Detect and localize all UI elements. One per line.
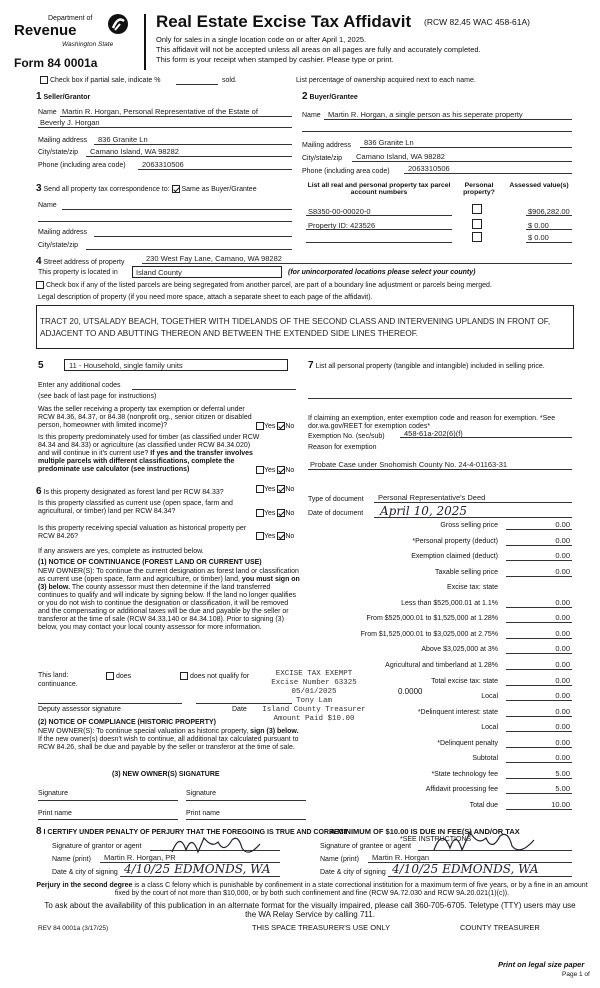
grantee-signature[interactable] xyxy=(430,826,560,858)
new-owner-sig-1[interactable] xyxy=(38,800,178,801)
s6-q3-answers: Yes No xyxy=(256,532,294,540)
seller-city-label: City/state/zip xyxy=(38,149,79,156)
calc-row-label: *Delinquent interest: state xyxy=(417,709,498,716)
buyer-heading: 2 Buyer/Grantee xyxy=(302,91,358,102)
additional-codes-label: Enter any additional codes xyxy=(38,382,121,389)
buyer-name-label: Name xyxy=(302,112,321,119)
continuance-label: continuance. xyxy=(38,681,78,688)
s6-q1-answers: Yes No xyxy=(256,485,294,493)
calc-row-label: Less than $525,000.01 at 1.1% xyxy=(401,600,498,607)
s5-q2: Is this property predominately used for timber (as classified under RCW 84.34 and 84.33) or agriculture (as classified under RCW 84.34.020) and will continue in it's current use? If yes and the transfer involves multiple parcels with different classifications, complete the predominate use calculator (see instructions) xyxy=(38,434,260,473)
s6-q3-no[interactable] xyxy=(277,532,285,540)
grantee-date-label: Date & city of signing xyxy=(320,869,386,876)
calc-row-label: Affidavit processing fee xyxy=(425,786,498,793)
grantee-date-value[interactable]: 4/10/25 EDMONDS, WA xyxy=(392,862,539,876)
buyer-mail-label: Mailing address xyxy=(302,142,352,149)
land-does-not: does not qualify for xyxy=(180,672,249,680)
calc-row-label: From $525,000.01 to $1,525,000 at 1.28% xyxy=(366,615,498,622)
calc-row-value[interactable]: 0.00 xyxy=(555,753,570,762)
calc-row-value[interactable]: 5.00 xyxy=(555,769,570,778)
calc-row-value[interactable]: 0.00 xyxy=(555,707,570,716)
calc-row-value[interactable]: 0.00 xyxy=(555,629,570,638)
land-does-checkbox[interactable] xyxy=(106,672,114,680)
s5-q1-no[interactable] xyxy=(277,422,285,430)
additional-codes-field[interactable] xyxy=(132,389,296,390)
street-value[interactable]: 230 West Fay Lane, Camano, WA 98282 xyxy=(146,254,282,263)
calc-row-value[interactable]: 0.00 xyxy=(555,613,570,622)
sig2-label: Signature xyxy=(186,790,216,797)
s6-q1-yes[interactable] xyxy=(256,485,264,493)
calc-row-value[interactable]: 0.00 xyxy=(555,536,570,545)
dept-line2: Revenue xyxy=(14,22,77,39)
calc-row-value[interactable]: 0.00 xyxy=(555,644,570,653)
grantor-date-value[interactable]: 4/10/25 EDMONDS, WA xyxy=(124,862,271,876)
new-owner-sig-2[interactable] xyxy=(186,800,306,801)
legal-description-text: TRACT 20, UTSALADY BEACH, TOGETHER WITH TIDELANDS OF THE SECOND CLASS AND INTERVENING UPLANDS IN FRONT OF, ADJACENT TO AND ABUTTING THEREON AND BETWEEN THE EXTENDED SIDE LINES THEREOF. xyxy=(40,317,551,338)
segregated-checkbox[interactable] xyxy=(36,281,44,289)
seller-heading: 1 Seller/Grantor xyxy=(36,91,91,102)
new-owner-print-1[interactable] xyxy=(38,819,178,820)
form-number: Form 84 0001a xyxy=(14,56,98,70)
s5-q1-answers: Yes No xyxy=(256,422,294,430)
partial-sale-row: Check box if partial sale, indicate % xyxy=(40,76,160,84)
unincorporated-note: (for unincorporated locations please select your county) xyxy=(288,269,476,276)
calc-row-value[interactable]: 0.00 xyxy=(555,691,570,700)
grantor-name-label: Name (print) xyxy=(52,856,91,863)
partial-percent-field[interactable] xyxy=(176,84,218,85)
deputy-date-label: Date xyxy=(232,706,247,713)
s6-q2: Is this property classified as current use (open space, farm and agricultural, or timber) land per RCW 84.34? xyxy=(38,500,233,515)
s6-q3: Is this property receiving special valuation as historical property per RCW 84.26? xyxy=(38,525,247,540)
parcel-row-3-account[interactable] xyxy=(306,242,452,243)
section7-text: 7 List all personal property (tangible and intangible) included in selling price. xyxy=(308,360,545,371)
land-does: does xyxy=(106,672,131,680)
calc-row-label: Total excise tax: state xyxy=(431,678,498,685)
calc-row-value[interactable]: 0.00 xyxy=(555,676,570,685)
dept-line1: Department of xyxy=(48,15,93,22)
see-back-note: (see back of last page for instructions) xyxy=(38,393,157,400)
parcel-row-1-value[interactable]: $906,282.00 xyxy=(528,207,570,216)
see-instructions: *SEE INSTRUCTIONS xyxy=(400,836,472,843)
parcel-row-2-personal[interactable] xyxy=(472,219,482,229)
deputy-sig-label: Deputy assessor signature xyxy=(38,706,121,713)
s5-q2-answers: Yes No xyxy=(256,466,294,474)
form-rcw: (RCW 82.45 WAC 458-61A) xyxy=(424,17,530,27)
section3-city-label: City/state/zip xyxy=(38,242,79,249)
calc-row-value[interactable]: 0.00 xyxy=(555,551,570,560)
page-number: Page 1 of xyxy=(562,971,590,978)
grantor-signature[interactable] xyxy=(168,830,288,860)
form-title: Real Estate Excise Tax Affidavit xyxy=(156,12,412,31)
calc-row-value[interactable]: 10.00 xyxy=(551,800,570,809)
calc-row-label: From $1,525,000.01 to $3,025,000 at 2.75% xyxy=(360,631,498,638)
use-code-select[interactable]: 11 - Household, single family units xyxy=(64,359,288,371)
notice1-title: (1) NOTICE OF CONTINUANCE (FOREST LAND OR CURRENT USE) xyxy=(38,559,262,566)
calc-row-label: Exemption claimed (deduct) xyxy=(411,553,498,560)
calc-row-value[interactable]: 0.00 xyxy=(555,567,570,576)
calc-row-value[interactable]: 5.00 xyxy=(555,784,570,793)
dept-line3: Washington State xyxy=(62,41,114,48)
reason-value[interactable]: Probate Case under Snohomish County No. 24-4-01163-31 xyxy=(310,460,508,469)
local-rate[interactable]: 0.0000 xyxy=(398,687,423,696)
notice2-text: NEW OWNER(S): To continue special valuation as historic property, sign (3) below. If the new owner(s) doesn't wish to continue, all additional tax calculated pursuant to RCW 84.26, shall be due and payable by the seller or transferor at the time of sale. xyxy=(38,728,299,751)
exempt-stamp: EXCISE TAX EXEMPT Excise Number 63325 05/01/2025 Tony Lam Island County Treasurer Amount Paid $10.00 xyxy=(262,670,366,723)
s6-q2-no[interactable] xyxy=(277,509,285,517)
minimum-due: A MINIMUM OF $10.00 IS DUE IN FEE(S) AND/OR TAX xyxy=(330,827,520,836)
s6-if-yes: If any answers are yes, complete as instructed below. xyxy=(38,548,204,555)
header-note3: This form is your receipt when stamped by cashier. Please type or print. xyxy=(156,55,394,64)
section3-city-field[interactable] xyxy=(86,249,292,250)
calc-row-label: Subtotal xyxy=(472,755,498,762)
new-owner-print-2[interactable] xyxy=(186,819,306,820)
header-note2: This affidavit will not be accepted unless all areas on all pages are fully and accurately completed. xyxy=(156,45,481,54)
doc-date-value[interactable]: April 10, 2025 xyxy=(380,504,468,518)
county-select[interactable]: Island County xyxy=(132,266,282,278)
seller-name-value[interactable]: Martin R. Horgan, Personal Representative of the Estate of xyxy=(62,107,258,116)
calc-row-label: *State technology fee xyxy=(431,771,498,778)
located-label: This property is located in xyxy=(38,269,118,276)
parcel-row-1-account[interactable]: S8350-00-00020-0 xyxy=(308,207,371,216)
s5-q2-no[interactable] xyxy=(277,466,285,474)
county-treasurer: COUNTY TREASURER xyxy=(460,923,540,932)
rev-number: REV 84 0001a (3/17/25) xyxy=(38,925,109,932)
revenue-logo-icon xyxy=(106,12,130,36)
header-divider xyxy=(144,14,146,70)
buyer-mail-value[interactable]: 836 Granite Ln xyxy=(364,138,414,147)
calc-row-label: Local xyxy=(481,724,498,731)
perjury-notice: Perjury in the second degree is a class C felony which is punishable by confinement in a state correctional institution for a maximum term of five years, or by a fine in an amount fixed by the court of not more than $10,000, or by both such confinement and fine (RCW 9A.72.030 and RCW 9A.20.021(1)(c)). xyxy=(36,882,588,897)
personal-property-field[interactable] xyxy=(308,398,572,399)
calc-row-label: *Delinquent penalty xyxy=(437,740,498,747)
parcel-row-3-value[interactable]: $ 0.00 xyxy=(528,233,549,242)
seller-phone-value[interactable]: 2063310506 xyxy=(142,160,184,169)
grantee-name-value[interactable]: Martin R. Horgan xyxy=(372,853,430,862)
parcel-col-header: List all real and personal property tax parcel account numbers xyxy=(307,182,451,196)
legal-label: Legal description of property (if you need more space, attach a separate sheet to each page of the affidavit). xyxy=(38,294,373,301)
calc-row-value[interactable]: 0.00 xyxy=(555,660,570,669)
calc-row-label: Total due xyxy=(469,802,498,809)
certify-heading: 8 I CERTIFY UNDER PENALTY OF PERJURY THAT THE FOREGOING IS TRUE AND CORRECT xyxy=(36,826,349,837)
same-as-buyer-checkbox[interactable] xyxy=(172,185,180,193)
calc-row-value[interactable]: 0.00 xyxy=(555,598,570,607)
ownership-note: List percentage of ownership acquired next to each name. xyxy=(296,77,476,84)
accessibility-note: To ask about the availability of this publication in an alternate format for the visually impaired, please call 360-705-6705. Teletype (TTY) users may use the WA Relay Service by calling 711. xyxy=(44,901,576,919)
doc-type-value[interactable]: Personal Representative's Deed xyxy=(378,493,486,502)
parcel-row-3-personal[interactable] xyxy=(472,232,482,242)
print-legal: Print on legal size paper xyxy=(498,960,585,969)
s6-q2-yes[interactable] xyxy=(256,509,264,517)
grantor-name-value[interactable]: Martin R. Horgan, PR xyxy=(104,853,176,862)
section3-heading: 3 Send all property tax correspondence to: Same as Buyer/Grantee xyxy=(36,183,257,194)
parcel-row-2-account[interactable]: Property ID: 423526 xyxy=(308,221,376,230)
calc-row-value[interactable]: 0.00 xyxy=(555,520,570,529)
buyer-city-value[interactable]: Camano Island, WA 98282 xyxy=(356,152,445,161)
section3-name-field[interactable] xyxy=(62,209,292,210)
s5-q1: Was the seller receiving a property tax exemption or deferral under RCW 84.36, 84.37, or 84.38 (nonprofit org., senior citizen or disabled person, homeowner with limited income)? xyxy=(38,406,252,429)
sig1-label: Signature xyxy=(38,790,68,797)
print2-label: Print name xyxy=(186,810,220,817)
print1-label: Print name xyxy=(38,810,72,817)
calc-row-value[interactable]: 0.00 xyxy=(555,738,570,747)
calc-row-label: *Personal property (deduct) xyxy=(412,538,498,545)
calc-row-value[interactable]: 0.00 xyxy=(555,722,570,731)
personal-col-header: Personal property? xyxy=(463,182,495,196)
calc-row-label: Local xyxy=(481,693,498,700)
s6-q3-yes[interactable] xyxy=(256,532,264,540)
legal-description-box[interactable] xyxy=(36,305,574,349)
seller-mail-label: Mailing address xyxy=(38,137,88,144)
parcel-row-1-personal[interactable] xyxy=(472,204,482,214)
doc-date-label: Date of document xyxy=(308,510,364,517)
section3-mail-field[interactable] xyxy=(94,236,292,237)
grantee-sig-label: Signature of grantee or agent xyxy=(320,843,412,850)
s6-q1: 6 Is this property designated as forest land per RCW 84.33? xyxy=(36,486,224,497)
buyer-city-label: City/state/zip xyxy=(302,155,343,162)
seller-phone-label: Phone (including area code) xyxy=(38,162,126,169)
calc-row-label: Above $3,025,000 at 3% xyxy=(421,646,498,653)
buyer-phone-value[interactable]: 2063310506 xyxy=(408,164,450,173)
exemption-no-value[interactable]: 458-61a-202(6)(f) xyxy=(404,429,463,438)
buyer-phone-label: Phone (including area code) xyxy=(302,168,390,175)
s5-q1-yes[interactable] xyxy=(256,422,264,430)
grantor-date-label: Date & city of signing xyxy=(52,869,118,876)
header-note1: Only for sales in a single location code on or after April 1, 2025. xyxy=(156,35,367,44)
exemption-no-label: Exemption No. (sec/sub) xyxy=(308,433,385,440)
partial-sale-checkbox[interactable] xyxy=(40,76,48,84)
this-land-label: This land: xyxy=(38,672,69,679)
doc-type-label: Type of document xyxy=(308,496,364,503)
notice2-title: (2) NOTICE OF COMPLIANCE (HISTORIC PROPERTY) xyxy=(38,719,216,726)
section5-number: 5 xyxy=(38,360,44,371)
assessed-col-header: Assessed value(s) xyxy=(509,182,569,189)
land-does-not-checkbox[interactable] xyxy=(180,672,188,680)
revenue-logo xyxy=(10,10,132,58)
section3-mail-label: Mailing address xyxy=(38,229,88,236)
section3-name-label: Name xyxy=(38,202,57,209)
reason-label: Reason for exemption xyxy=(308,444,377,451)
s5-q2-yes[interactable] xyxy=(256,466,264,474)
seller-mail-value[interactable]: 836 Granite Ln xyxy=(98,135,148,144)
grantor-sig-label: Signature of grantor or agent xyxy=(52,843,142,850)
notice3-title: (3) NEW OWNER(S) SIGNATURE xyxy=(112,771,220,778)
seller-city-value[interactable]: Camano Island, WA 98282 xyxy=(90,147,179,156)
treasurer-use: THIS SPACE TREASURER'S USE ONLY xyxy=(252,923,391,932)
buyer-name-value[interactable]: Martin R. Horgan, a single person as his seperate property xyxy=(328,110,523,119)
seller-name-label: Name xyxy=(38,109,57,116)
grantee-name-label: Name (print) xyxy=(320,856,359,863)
segregated-row: Check box if any of the listed parcels are being segregated from another parcel, are part of a boundary line adjustment or parcels being merged. xyxy=(36,281,596,289)
calc-row-label: Agricultural and timberland at 1.28% xyxy=(385,662,498,669)
sold-label: sold. xyxy=(222,77,237,84)
calc-row-label: Gross selling price xyxy=(440,522,498,529)
calc-row-label: Excise tax: state xyxy=(447,584,498,591)
s6-q2-answers: Yes No xyxy=(256,509,294,517)
notice1-text: NEW OWNER(S): To continue the current designation as forest land or classification as current use (open space, farm and agriculture, or timber) land, you must sign on (3) below. The county assessor must then determine if the land transferred continues to qualify and will indicate by signing below. If the land no longer qualifies or you do not wish to continue the designation or classification, it will be removed and the compensating or additional taxes will be due and payable by the seller or transferor at the time of sale (RCW 84.33.140 or 84.34.108). Prior to signing (3) below, you may contact your local county assessor for more information. xyxy=(38,568,300,631)
s6-q1-no[interactable] xyxy=(277,485,285,493)
calc-row-label: Taxable selling price xyxy=(434,569,498,576)
street-label: 4 Street address of property xyxy=(36,256,125,267)
exemption-instructions: If claiming an exemption, enter exemption code and reason for exemption. *See dor.wa.gov/REET for exemption codes* xyxy=(308,415,556,430)
parcel-row-2-value[interactable]: $ 0.00 xyxy=(528,221,549,230)
seller-name-value2[interactable]: Beverly J. Horgan xyxy=(40,118,100,127)
